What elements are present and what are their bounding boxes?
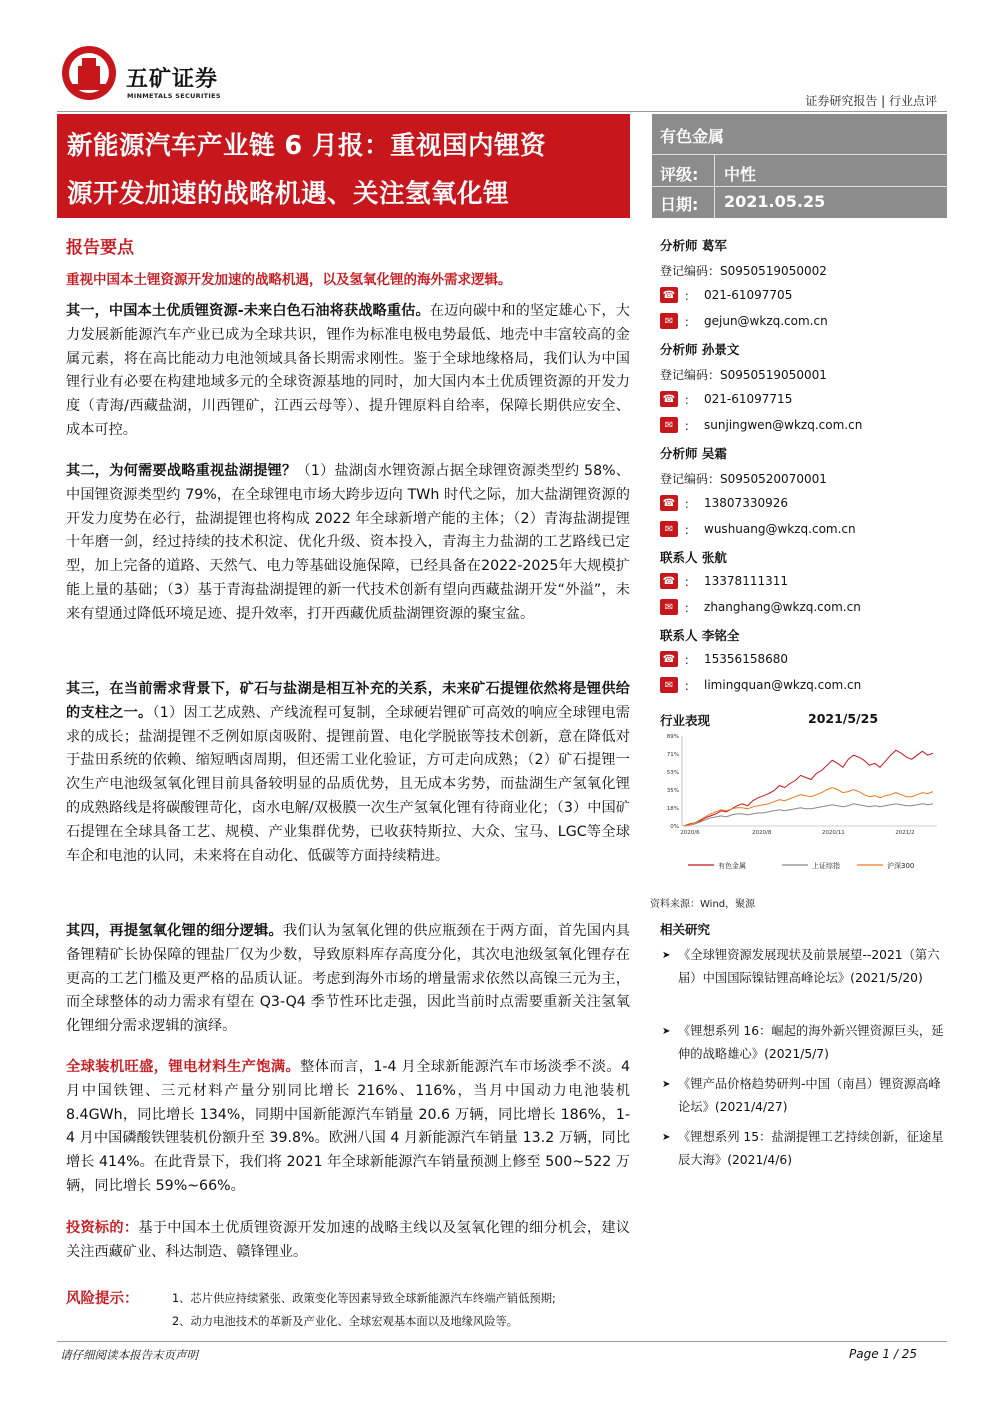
legend-label: 上证综指 xyxy=(812,862,840,870)
analyst-phone-value[interactable]: 15356158680 xyxy=(704,652,788,666)
x-tick-label: 2020/6 xyxy=(680,830,700,836)
y-tick-label: 53% xyxy=(666,770,679,776)
investment-body: 基于中国本土优质锂资源开发加速的战略主线以及氢氧化锂的细分机会，建议关注西藏矿业、科达制造、赣锋锂业。 xyxy=(66,1220,630,1260)
phone-icon: ☎ xyxy=(660,287,678,303)
risk-item-2: 2、动力电池技术的革新及产业化、全球宏观基本面以及地缘风险等。 xyxy=(172,1315,519,1328)
paragraph-4-heading: 其四，再提氢氧化锂的细分逻辑。 xyxy=(66,923,284,939)
y-tick-label: 18% xyxy=(666,806,679,812)
analyst-name: 分析师 吴霜 xyxy=(660,446,727,461)
risk-item-1: 1、芯片供应持续紧张、政策变化等因素导致全球新能源汽车终端产销低预期; xyxy=(172,1292,556,1305)
chart-source: 资料来源：Wind，聚源 xyxy=(650,899,756,910)
related-research-link[interactable]: 《锂想系列 15：盐湖提锂工艺持续创新，征途星辰大海》(2021/4/6) xyxy=(678,1130,944,1167)
info-column-divider xyxy=(714,154,715,218)
disclaimer-note: 请仔细阅读本报告末页声明 xyxy=(60,1348,198,1362)
email-icon: ✉ xyxy=(660,521,678,537)
summary-heading: 报告要点 xyxy=(66,238,134,258)
analyst-phone-value[interactable]: 13378111311 xyxy=(704,574,788,588)
analyst-email[interactable] xyxy=(660,520,856,538)
analyst-email-value[interactable]: limingquan@wkzq.com.cn xyxy=(704,678,862,692)
brand-name: 五矿证券 xyxy=(126,67,219,92)
separator: ： xyxy=(684,652,697,667)
summary-lead: 重视中国本土锂资源开发加速的战略机遇，以及氢氧化锂的海外需求逻辑。 xyxy=(66,272,512,288)
email-icon: ✉ xyxy=(660,599,678,615)
legend-label: 沪深300 xyxy=(887,862,915,870)
rating-label: 评级: xyxy=(660,165,699,184)
analyst-name: 分析师 葛军 xyxy=(660,238,727,253)
analyst-registration: 登记编码：S0950520070001 xyxy=(660,472,827,486)
arrow-icon: ➤ xyxy=(662,950,671,961)
analyst-phone-value[interactable]: 021-61097715 xyxy=(704,392,793,406)
related-research-item[interactable] xyxy=(662,1073,947,1119)
analyst-name: 联系人 张航 xyxy=(660,550,727,565)
arrow-icon: ➤ xyxy=(662,1079,671,1090)
sector-name: 有色金属 xyxy=(660,127,725,146)
paragraph-2-heading: 其二，为何需要战略重视盐湖提锂？ xyxy=(66,463,297,479)
report-title-line-2: 源开发加速的战略机遇、关注氢氧化锂 xyxy=(67,179,510,209)
related-research-link[interactable]: 《锂想系列 16：崛起的海外新兴锂资源巨头，延伸的战略雄心》(2021/5/7) xyxy=(678,1024,944,1061)
legend-label: 有色金属 xyxy=(718,862,746,870)
email-icon: ✉ xyxy=(660,313,678,329)
analyst-name: 分析师 孙景文 xyxy=(660,342,740,357)
analyst-email-value[interactable]: wushuang@wkzq.com.cn xyxy=(704,522,856,536)
x-tick-label: 2020/8 xyxy=(751,830,772,836)
chart-date: 2021/5/25 xyxy=(808,711,879,726)
paragraph-1-body: 在迈向碳中和的坚定雄心下，大力发展新能源汽车产业已成为全球共识，锂作为标准电极电势最低、地壳中丰富较高的金属元素，将在高比能动力电池领域具备长期需求刚性。鉴于全球地缘格局，我们认为中国锂行业有必要在构建地域多元的全球资源基地的同时，加大国内本土优质锂资源的开发力度（青海/西藏盐湖，川西锂矿，江西云母等）、提升锂原料自给率，保障长期供应安全、成本可控。 xyxy=(66,303,630,438)
email-icon: ✉ xyxy=(660,417,678,433)
series-line-1 xyxy=(684,750,933,826)
analyst-phone[interactable] xyxy=(660,494,788,512)
phone-icon: ☎ xyxy=(660,651,678,667)
paragraph-2 xyxy=(66,460,630,627)
minmetals-logo xyxy=(60,44,118,102)
y-tick-label: 89% xyxy=(666,734,679,740)
related-research-item[interactable] xyxy=(662,1126,947,1172)
header-divider xyxy=(57,111,947,112)
analyst-phone[interactable] xyxy=(660,390,792,408)
separator: ： xyxy=(684,418,697,433)
separator: ： xyxy=(684,574,697,589)
analyst-phone-value[interactable]: 13807330926 xyxy=(704,496,788,510)
paragraph-2-body: （1）盐湖卤水锂资源占据全球锂资源类型约 58%、中国锂资源类型约 79%，在全球锂电市场大跨步迈向 TWh 时代之际，加大盐湖锂资源的开发力度势在必行，盐湖提锂也将构成 2022 年全球新增产能的主体；（2）青海盐湖提锂十年磨一剑，经过持续的技术积淀、优化升级、资本投入，青海主力盐湖的工艺路线已定型，加上完备的道路、天然气、电力等基础设施保障，已经具备在2022-2025年大规模扩能上量的基础；（3）基于青海盐湖提锂的新一代技术创新有望向西藏盐湖开发“外溢”，未来有望通过降低环境足迹、提升效率，打开西藏优质盐湖锂资源的聚宝盆。 xyxy=(66,463,630,622)
x-tick-label: 2020/11 xyxy=(821,830,845,836)
series-line-3 xyxy=(684,788,933,826)
paragraph-3-body: （1）因工艺成熟、产线流程可复制，全球硬岩锂矿可高效的响应全球锂电需求的成长；盐湖提锂不乏例如原卤吸附、提锂前置、电化学脱嵌等技术创新，意在降低对于盐田系统的依赖、缩短晒卤周期，但还需工业化验证，方可走向成熟；（2）矿石提锂一次生产电池级氢氧化锂目前具备较明显的品质优势，且无成本劣势，而盐湖生产氢氧化锂的成熟路线是将碳酸锂苛化，卤水电解/双极膜一次生产氢氧化锂有待商业化；（3）中国矿石提锂在全球具备工艺、规模、产业集群优势，已收获特斯拉、大众、宝马、LGC等全球车企和电池的认同，未来将在自动化、低碳等方面持续精进。 xyxy=(66,704,630,864)
x-tick-label: 2021/2 xyxy=(895,830,915,836)
footer-divider xyxy=(57,1341,947,1342)
separator: ： xyxy=(684,392,697,407)
separator: ： xyxy=(684,600,697,615)
series-line-2 xyxy=(684,804,933,826)
date-value: 2021.05.25 xyxy=(724,192,826,211)
analyst-email[interactable] xyxy=(660,312,828,330)
separator: ： xyxy=(684,496,697,511)
paragraph-1 xyxy=(66,300,630,443)
analyst-email-value[interactable]: gejun@wkzq.com.cn xyxy=(704,314,828,328)
paragraph-1-heading: 其一，中国本土优质锂资源-未来白色石油将获战略重估。 xyxy=(66,303,430,319)
paragraph-5 xyxy=(66,1056,630,1199)
title-banner xyxy=(57,114,630,218)
separator: ： xyxy=(684,522,697,537)
analyst-email-value[interactable]: sunjingwen@wkzq.com.cn xyxy=(704,418,863,432)
paragraph-5-heading: 全球装机旺盛，锂电材料生产饱满。 xyxy=(66,1059,301,1075)
brand-name-en: MINMETALS SECURITIES xyxy=(127,92,221,100)
phone-icon: ☎ xyxy=(660,573,678,589)
paragraph-6 xyxy=(66,1217,630,1265)
email-icon: ✉ xyxy=(660,677,678,693)
investment-label: 投资标的： xyxy=(66,1220,139,1236)
analyst-registration: 登记编码：S0950519050001 xyxy=(660,368,827,382)
paragraph-3-heading: 其三，在当前需求背景下，矿石与盐湖是相互补充的关系，未来矿石提锂依然将是锂供给的支柱之一。 xyxy=(66,681,630,721)
analyst-registration: 登记编码：S0950519050002 xyxy=(660,264,827,278)
separator: ： xyxy=(684,314,697,329)
rating-value: 中性 xyxy=(724,165,757,184)
analyst-email-value[interactable]: zhanghang@wkzq.com.cn xyxy=(704,600,861,614)
related-research-link[interactable]: 《全球锂资源发展现状及前景展望--2021（第六届）中国国际镍钴锂高峰论坛》(2021/5/20) xyxy=(678,948,940,985)
y-tick-label: 35% xyxy=(666,788,679,794)
page-number: Page 1 / 25 xyxy=(849,1347,917,1361)
risk-label: 风险提示： xyxy=(66,1291,139,1307)
arrow-icon: ➤ xyxy=(662,1026,671,1037)
analyst-name: 联系人 李铭全 xyxy=(660,628,740,643)
paragraph-4 xyxy=(66,920,630,1039)
report-type: 证券研究报告 | 行业点评 xyxy=(805,94,937,108)
analyst-phone[interactable] xyxy=(660,572,788,590)
related-research-link[interactable]: 《锂产品价格趋势研判-中国（南昌）锂资源高峰论坛》(2021/4/27) xyxy=(678,1077,941,1114)
arrow-icon: ➤ xyxy=(662,1132,671,1143)
info-divider xyxy=(652,154,947,155)
analyst-email[interactable] xyxy=(660,598,861,616)
analyst-email[interactable] xyxy=(660,416,862,434)
analyst-phone-value[interactable]: 021-61097705 xyxy=(704,288,793,302)
related-research-item[interactable] xyxy=(662,944,947,990)
related-research-heading: 相关研究 xyxy=(660,922,711,937)
phone-icon: ☎ xyxy=(660,391,678,407)
paragraph-3 xyxy=(66,678,630,868)
analyst-phone[interactable] xyxy=(660,286,792,304)
paragraph-4-body: 我们认为氢氧化锂的供应瓶颈在于两方面，首先国内具备锂精矿长协保障的锂盐厂仅为少数，导致原料库存高度分化，其次电池级氢氧化锂存在更高的工艺门槛及更严格的品质认证。考虑到海外市场的增量需求依然以高镍三元为主，而全球整体的动力需求有望在 Q3-Q4 季节性环比走强，因此当前时点需要重新关注氢氧化锂细分需求逻辑的演绎。 xyxy=(66,923,630,1035)
separator: ： xyxy=(684,678,697,693)
analyst-email[interactable] xyxy=(660,676,861,694)
y-tick-label: 71% xyxy=(666,752,679,758)
paragraph-5-body: 整体而言，1-4 月全球新能源汽车市场淡季不淡。4 月中国铁锂、三元材料产量分别同比增长 216%、116%，当月中国动力电池装机 8.4GWh，同比增长 134%，同期中国新能源汽车销量 20.6 万辆，同比增长 186%，1-4 月中国磷酸铁锂装机份额升至 39.8%。欧洲八国 4 月新能源汽车销量 13.2 万辆，同比增长 414%。在此背景下，我们将 2021 年全球新能源汽车销量预测上修至 500~522 万辆，同比增长 59%~66%。 xyxy=(66,1059,630,1194)
analyst-phone[interactable] xyxy=(660,650,788,668)
info-divider xyxy=(652,186,947,187)
report-title-line-1: 新能源汽车产业链 6 月报：重视国内锂资 xyxy=(67,131,546,161)
chart-heading: 行业表现 xyxy=(660,713,711,728)
date-label: 日期: xyxy=(660,195,699,214)
info-panel xyxy=(652,114,947,218)
related-research-item[interactable] xyxy=(662,1020,947,1066)
phone-icon: ☎ xyxy=(660,495,678,511)
y-tick-label: 0% xyxy=(670,824,679,830)
separator: ： xyxy=(684,288,697,303)
industry-performance-chart xyxy=(652,728,947,876)
